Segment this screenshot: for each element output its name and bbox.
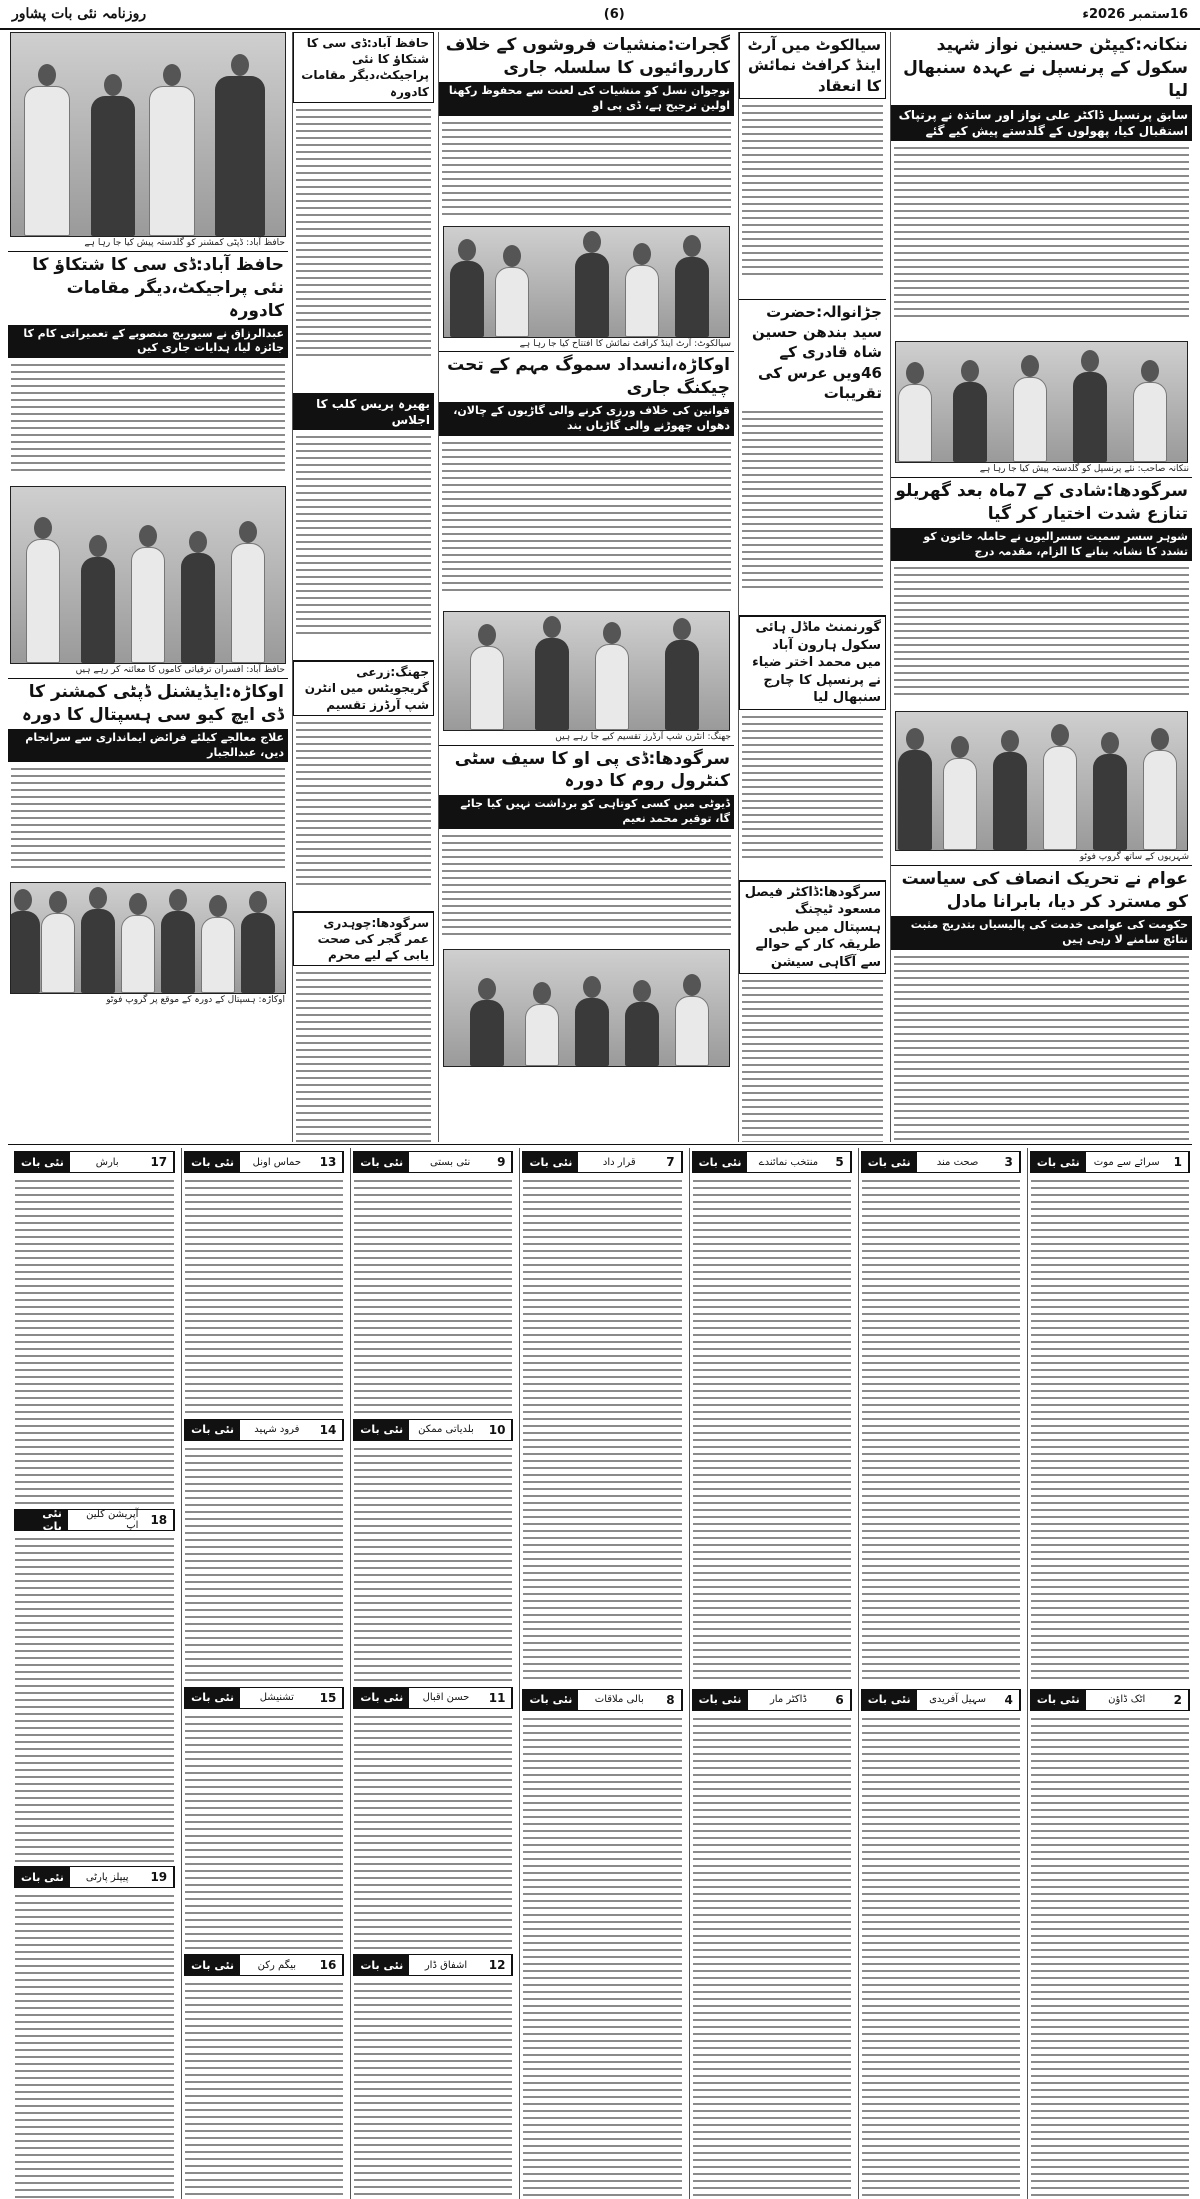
photo-sargodha-session [443, 949, 730, 1067]
letter-title: نئی بستی [429, 1156, 471, 1168]
article-tehreek [891, 950, 1192, 1142]
subhead-tehreek: حکومت کی عوامی خدمت کی پالیسیاں بتدریج مثبت نتائج سامنے لا رہی ہیں [891, 916, 1192, 950]
article-sargodha-dpo [439, 829, 734, 949]
letter-number: 18 [144, 1510, 174, 1530]
article-hafizabad [8, 358, 288, 486]
letters-column [350, 1148, 515, 2199]
headline-sargodha-hospital: سرگودھا:ڈاکٹر فیصل مسعود ٹیچنگ ہسپتال میں طبی طریقہ کار کے حوالے سے آگاہی سیشن [739, 881, 886, 975]
letter-header [14, 1506, 175, 1533]
letter-body [1028, 1176, 1192, 1686]
letter-number: 11 [483, 1688, 513, 1708]
letter-header [353, 1687, 513, 1709]
article-gujrat [439, 116, 734, 226]
subhead-okara-hospital: علاج معالجے کیلئے فرائض ایمانداری سے سرانجام دیں، عبدالجبار [8, 729, 288, 763]
article-okara-hospital [8, 762, 288, 882]
letter-title: آپریشن کلین اپ [86, 1508, 139, 1531]
letter-tag: نئی بات [693, 1152, 748, 1172]
letter-title: تشنیشل [259, 1692, 294, 1703]
caption-sialkot-art: سیالکوٹ: آرٹ اینڈ کرافٹ نمائش کا افتتاح کیا جا رہا ہے [519, 338, 731, 349]
letter-tag: نئی بات [15, 1152, 70, 1172]
letter-title: سہیل آفریدی [929, 1694, 987, 1705]
letter-header [861, 1689, 1021, 1711]
letter-number: 16 [314, 1955, 344, 1975]
caption-group: شہریوں کے ساتھ گروپ فوٹو [1079, 852, 1189, 863]
letter-header [184, 1151, 344, 1173]
letter-title: اشفاق ڈار [424, 1959, 468, 1971]
letter-title: سرائے سے موت [1093, 1156, 1160, 1168]
headline-okara-smog: اوکاڑہ،انسداد سموگ مہم کے تحت چیکنگ جاری [447, 355, 730, 399]
letter-body [182, 1444, 346, 1684]
letters-column [858, 1148, 1023, 2199]
letter-body [351, 1712, 515, 1952]
letter-tag: نئی بات [354, 1955, 409, 1975]
photo-sialkot-art [443, 226, 730, 338]
letter-tag: نئی بات [185, 1688, 240, 1708]
article-sargodha-dispute [891, 561, 1192, 711]
article-haroonabad [739, 710, 886, 880]
headline-sargodha-umar: سرگودھا:چوہدری عمر گجر کی صحت یابی کے لیے محرم [293, 912, 434, 967]
article-sargodha-umar [293, 966, 434, 1142]
letter-tag: نئی بات [1031, 1152, 1086, 1172]
letter-title: ڈاکٹر مار [769, 1694, 807, 1705]
subhead-sargodha-dpo: ڈیوٹی میں کسی کوتاہی کو برداشت نہیں کیا جائے گا، توقیر محمد نعیم [439, 795, 734, 829]
letter-body [351, 1444, 515, 1684]
letter-header [692, 1151, 852, 1173]
headline-okara-hospital: اوکاڑہ:ایڈیشنل ڈپٹی کمشنر کا ڈی ایچ کیو سی ہسپتال کا دورہ [21, 681, 284, 725]
letter-title: فرود شہید [254, 1424, 300, 1436]
letter-title: بارش [95, 1156, 119, 1168]
page-number: (6) [603, 6, 625, 22]
masthead [0, 0, 1200, 30]
letter-header [1030, 1689, 1190, 1711]
letter-header [184, 1687, 344, 1709]
letter-body [12, 1534, 177, 1864]
letter-title: بالی ملاقات [594, 1694, 644, 1705]
letter-number: 17 [144, 1152, 174, 1172]
letter-header [353, 1954, 513, 1976]
letter-tag: نئی بات [185, 1420, 240, 1440]
letter-body [859, 1714, 1023, 2199]
letter-header [522, 1689, 682, 1711]
photo-group [895, 711, 1188, 851]
letter-header [353, 1419, 513, 1441]
letter-body [351, 1176, 515, 1416]
headline-sargodha-dispute: سرگودھا:شادی کے 7ماہ بعد گھریلو تنازع شدت اختیار کر گیا [895, 480, 1188, 524]
headline-tehreek: عوام نے تحریک انصاف کی سیاست کو مسترد کر دیا، بابرانا مادل [901, 869, 1188, 913]
letter-title: بیگم رکن [257, 1959, 297, 1971]
letter-number: 8 [660, 1690, 681, 1710]
letter-number: 1 [1168, 1152, 1189, 1172]
letter-header [184, 1419, 344, 1441]
headline-sargodha-dpo: سرگودھا:ڈی پی او کا سیف سٹی کنٹرول روم کا دورہ [454, 748, 730, 792]
letter-title: حماس اونل [252, 1156, 302, 1168]
letter-tag: نئی بات [185, 1152, 240, 1172]
letter-header [861, 1151, 1021, 1173]
letter-tag: نئی بات [862, 1690, 917, 1710]
headline-gujrat: گجرات:منشیات فروشوں کے خلاف کارروائیوں کا سلسلہ جاری [445, 35, 730, 78]
letter-title: منتخب نمائندے [758, 1156, 819, 1168]
letter-header [692, 1689, 852, 1711]
article-bhera-press [293, 430, 434, 660]
headline-jhang-interns: جھنگ:زرعی گریجویٹس میں انٹرن شپ آرڈرز تقسیم [293, 661, 434, 716]
letter-header [1030, 1151, 1190, 1173]
article-jhang-interns [293, 716, 434, 911]
subhead-okara-smog: قوانین کی خلاف ورزی کرنے والی گاڑیوں کے چالان، دھواں چھوڑنے والی گاڑیاں بند [439, 402, 734, 436]
letter-number: 19 [144, 1867, 174, 1887]
caption-okara-hospital: اوکاڑہ: ہسپتال کے دورہ کے موقع پر گروپ فوٹو [106, 995, 285, 1006]
caption-hafizabad-2: حافظ آباد: افسران ترقیاتی کاموں کا معائنہ کر رہے ہیں [75, 665, 285, 676]
letter-tag: نئی بات [354, 1420, 409, 1440]
letter-number: 14 [314, 1420, 344, 1440]
subhead-nankana: سابق پرنسپل ڈاکٹر علی نواز اور ساتذہ نے پرتپاک استقبال کیا، پھولوں کے گلدستے پیش کیے گئے [891, 105, 1192, 141]
letter-number: 15 [314, 1688, 344, 1708]
photo-hafizabad-2 [10, 486, 286, 664]
letter-tag: نئی بات [523, 1152, 578, 1172]
letter-number: 4 [999, 1690, 1020, 1710]
letter-title: حسن اقبال [422, 1692, 470, 1703]
top-col-d [292, 32, 434, 1142]
article-sialkot-art [739, 99, 886, 299]
letter-tag: نئی بات [523, 1690, 578, 1710]
newspaper-page [8, 32, 1192, 2195]
letters-column [1027, 1148, 1192, 2199]
letter-tag: نئی بات [354, 1152, 409, 1172]
top-col-b [738, 32, 886, 1142]
letters-section [8, 1148, 1192, 2195]
letter-number: 13 [314, 1152, 344, 1172]
paper-name: روزنامہ نئی بات پشاور [12, 6, 147, 22]
letter-header [14, 1866, 175, 1888]
letters-column [689, 1148, 854, 2199]
letter-body [520, 1176, 684, 1686]
letter-title: اٹک ڈاؤن [1108, 1694, 1146, 1705]
caption-jhang: جھنگ: انٹرن شپ آرڈرز تقسیم کیے جا رہے ہیں [555, 731, 731, 742]
caption-hafizabad: حافظ آباد: ڈپٹی کمشنر کو گلدستہ پیش کیا جا رہا ہے [84, 238, 285, 248]
letter-body [690, 1176, 854, 1686]
letter-tag: نئی بات [354, 1688, 409, 1708]
photo-jhang [443, 611, 730, 731]
letter-tag: نئی بات [185, 1955, 240, 1975]
letter-number: 3 [999, 1152, 1020, 1172]
letter-number: 5 [829, 1152, 850, 1172]
headline-sialkot-art: سیالکوٹ میں آرٹ اینڈ کرافٹ نمائش کا انعقاد [739, 32, 886, 99]
letter-title: قرار داد [602, 1156, 636, 1168]
letter-body [182, 1979, 346, 2199]
letter-number: 12 [483, 1955, 513, 1975]
headline-haroonabad: گورنمنٹ ماڈل ہائی سکول ہارون آباد میں محمد اختر ضیاء نے پرنسپل کا چارج سنبھال لیا [739, 616, 886, 710]
letter-body [859, 1176, 1023, 1686]
letter-tag: نئی بات [862, 1152, 917, 1172]
letter-body [351, 1979, 515, 2199]
letter-body [182, 1712, 346, 1952]
top-col-a [890, 32, 1192, 1142]
letter-body [690, 1714, 854, 2199]
photo-nankana [895, 341, 1188, 463]
article-okara-smog [439, 436, 734, 611]
headline-jaranwala: جڑانوالہ:حضرت سید بندھن حسین شاہ قادری کے 46ویں عرس کی تقریبات [752, 302, 882, 402]
letter-body [520, 1714, 684, 2199]
letter-body [12, 1891, 177, 2199]
issue-date: 16ستمبر 2026ء [1082, 6, 1188, 22]
letter-tag: نئی بات [15, 1510, 68, 1530]
headline-nankana: ننکانہ:کیپٹن حسنین نواز شہید سکول کے پرنسپل نے عہدہ سنبھال لیا [903, 35, 1188, 101]
headline-hafizabad-small: حافظ آباد:ڈی سی کا شتکاؤ کا نئی پراجیکٹ،دیگر مقامات کادورہ [293, 32, 434, 103]
article-sargodha-hospital [739, 974, 886, 1142]
letter-title: صحت مند [936, 1156, 979, 1168]
letters-column [181, 1148, 346, 2199]
letter-header [353, 1151, 513, 1173]
headline-hafizabad: حافظ آباد:ڈی سی کا شتکاؤ کا نئی پراجیکٹ،دیگر مقامات کادورہ [32, 254, 284, 321]
letter-header [184, 1954, 344, 1976]
letter-body [182, 1176, 346, 1416]
photo-okara-hospital [10, 882, 286, 994]
letter-header [522, 1151, 682, 1173]
letter-tag: نئی بات [693, 1690, 748, 1710]
letter-body [12, 1176, 177, 1506]
letter-body [1028, 1714, 1192, 2199]
letter-number: 10 [483, 1420, 513, 1440]
letter-number: 6 [829, 1690, 850, 1710]
letter-number: 2 [1168, 1690, 1189, 1710]
subhead-gujrat: نوجوان نسل کو منشیات کی لعنت سے محفوظ رکھنا اولین ترجیح ہے، ڈی پی او [439, 82, 734, 116]
article-nankana [891, 141, 1192, 341]
article-hafizabad-small [293, 103, 434, 393]
letter-title: بلدیاتی ممکن [418, 1424, 474, 1436]
caption-nankana: ننکانہ صاحب: نئے پرنسپل کو گلدستہ پیش کیا جا رہا ہے [979, 464, 1189, 475]
photo-hafizabad [10, 32, 286, 237]
letter-tag: نئی بات [1031, 1690, 1086, 1710]
page-divider [8, 1144, 1192, 1145]
letter-number: 7 [660, 1152, 681, 1172]
top-col-c [438, 32, 734, 1142]
letter-tag: نئی بات [15, 1867, 70, 1887]
headline-bhera-press: بھیرہ پریس کلب کا اجلاس [293, 394, 434, 430]
subhead-sargodha-dispute: شوہر سسر سمیت سسرالیوں نے حاملہ خاتون کو تشدد کا نشانہ بنانے کا الزام، مقدمہ درج [891, 528, 1192, 562]
subhead-hafizabad: عبدالرزاق نے سیوریج منصوبے کے تعمیراتی کام کا جائزہ لیا، ہدایات جاری کیں [8, 325, 288, 359]
letter-title: پیپلز پارٹی [85, 1871, 129, 1883]
letters-column [12, 1148, 177, 2199]
letters-column [519, 1148, 684, 2199]
letter-header [14, 1151, 175, 1173]
letter-number: 9 [491, 1152, 512, 1172]
article-jaranwala [739, 405, 886, 615]
top-col-e [8, 32, 288, 1142]
